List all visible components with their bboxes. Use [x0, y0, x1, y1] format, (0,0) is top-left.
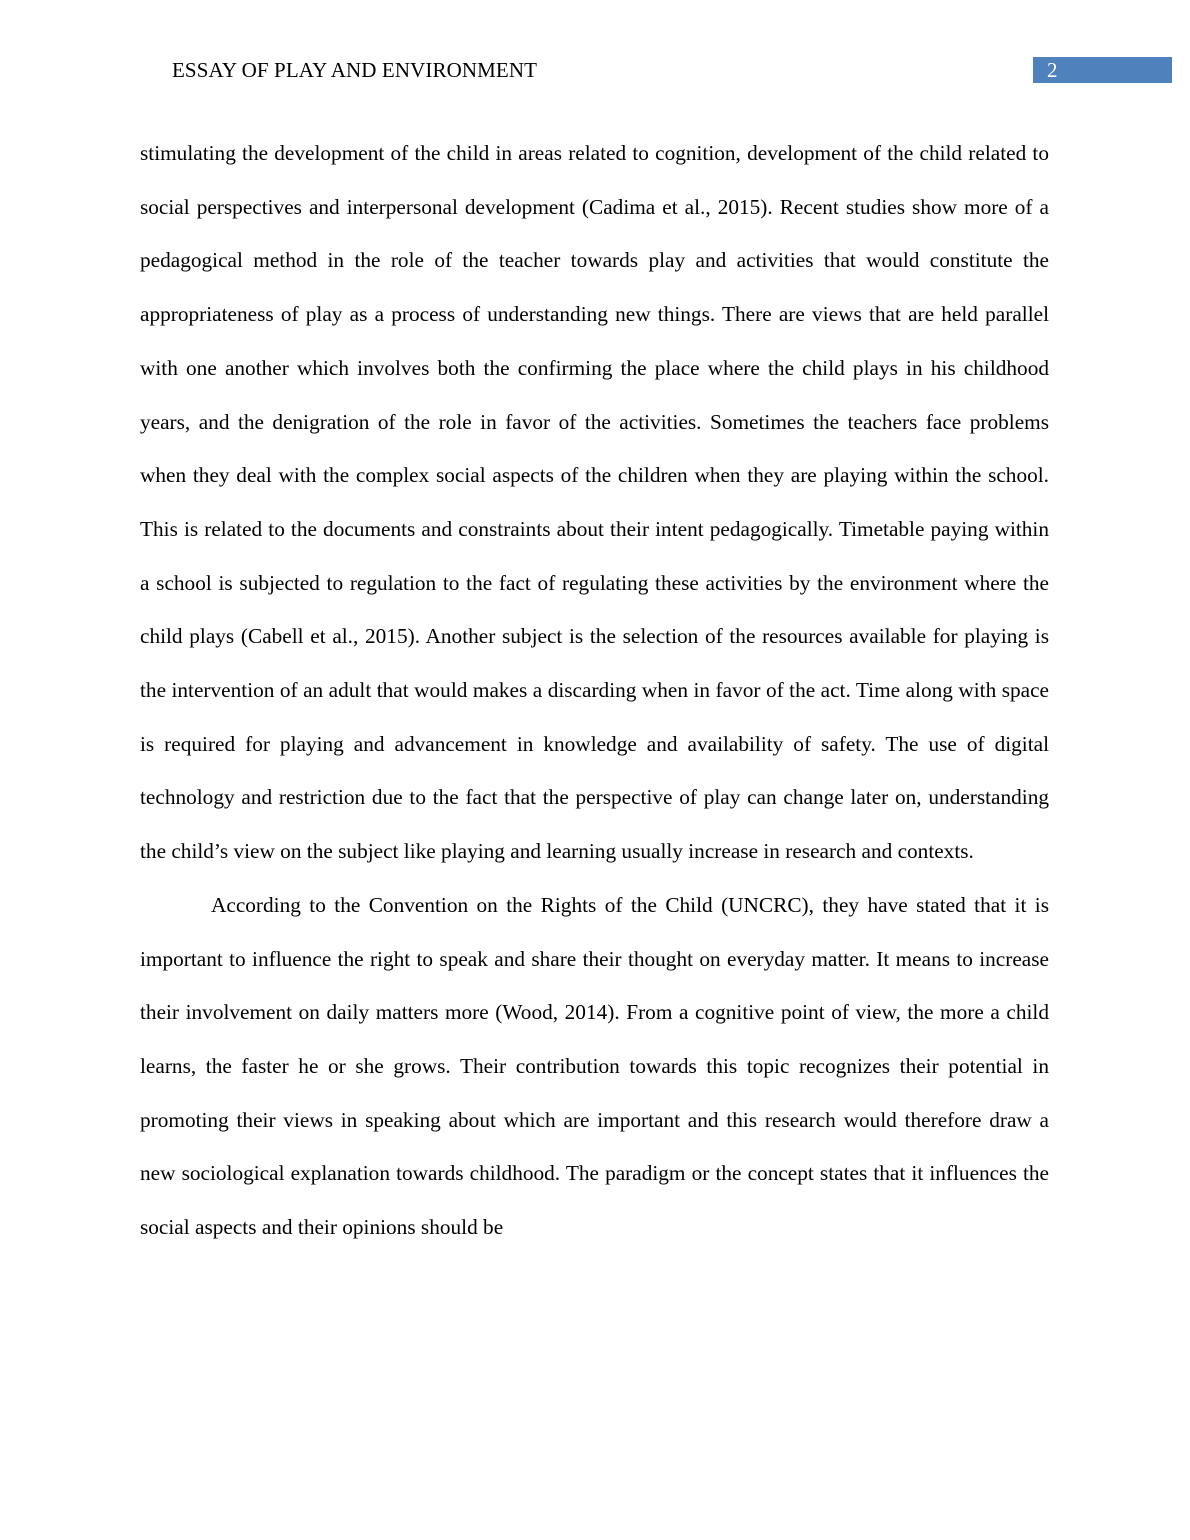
body-paragraph-2: According to the Convention on the Rights of the Child (UNCRC), they have stated that it is important to influence the right to speak and share their thought on everyday matter. It means to increase their involvement on daily matters more (Wood, 2014). From a cognitive point of view, the more a child learns, the faster he or she grows. Their contribution towards this topic recognizes their potential in promoting their views in speaking about which are important and this research would therefore draw a new sociological explanation towards childhood. The paradigm or the concept states that it influences the social aspects and their opinions should be — [140, 892, 1049, 1240]
document-body — [140, 127, 1049, 1255]
page-number-box — [1033, 57, 1172, 83]
page-number: 2 — [1047, 58, 1058, 82]
body-paragraph-1: stimulating the development of the child in areas related to cognition, development of the child related to social perspectives and interpersonal development (Cadima et al., 2015). Recent studies show more of a pedagogical method in the role of the teacher towards play and activities that would constitute the appropriateness of play as a process of understanding new things. There are views that are held parallel with one another which involves both the confirming the place where the child plays in his childhood years, and the denigration of the role in favor of the activities. Sometimes the teachers face problems when they deal with the complex social aspects of the children when they are playing within the school. This is related to the documents and constraints about their intent pedagogically. Timetable paying within a school is subjected to regulation to the fact of regulating these activities by the environment where the child plays (Cabell et al., 2015). Another subject is the selection of the resources available for playing is the intervention of an adult that would makes a discarding when in favor of the act. Time along with space is required for playing and advancement in knowledge and availability of safety. The use of digital technology and restriction due to the fact that the perspective of play can change later on, understanding the child’s view on the subject like playing and learning usually increase in research and contexts. — [140, 141, 1049, 864]
running-head-title: ESSAY OF PLAY AND ENVIRONMENT — [172, 58, 538, 82]
